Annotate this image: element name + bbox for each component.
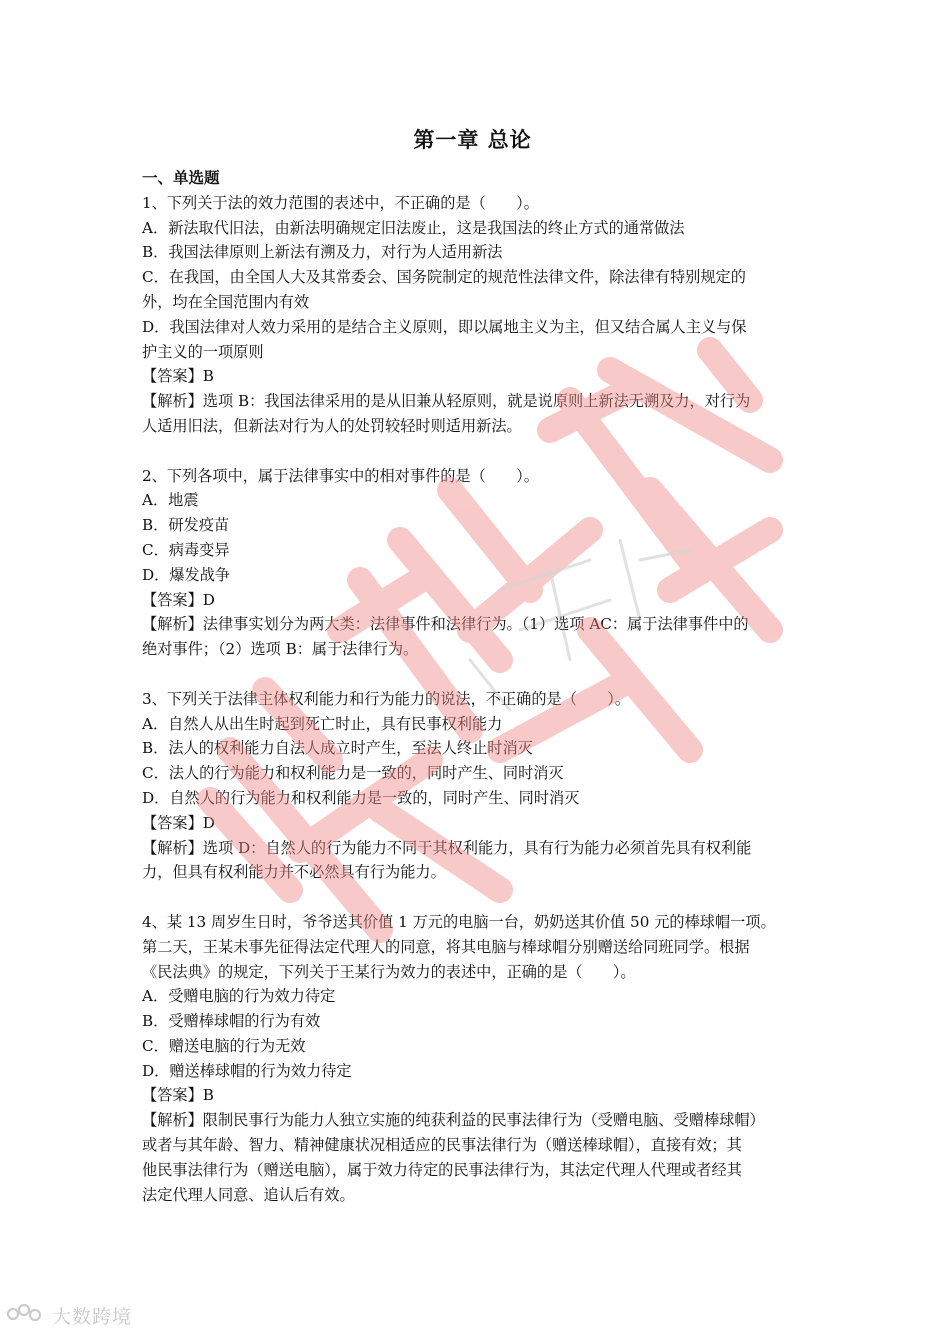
analysis-line: 法定代理人同意、追认后有效。 — [142, 1185, 355, 1204]
analysis-line: 【解析】法律事实划分为两大类：法律事件和法律行为。（1）选项 AC：属于法律事件中的 — [142, 615, 749, 634]
question-stem: 2、下列各项中，属于法律事实中的相对事件的是（ ）。 — [142, 466, 539, 485]
question-block — [142, 687, 804, 885]
analysis-line: 【解析】选项 B：我国法律采用的是从旧兼从轻原则，就是说原则上新法无溯及力，对行为 — [142, 392, 751, 411]
option-line: B．我国法律原则上新法有溯及力，对行为人适用新法 — [142, 243, 503, 262]
answer-line: 【答案】D — [142, 813, 215, 832]
option-line: C．在我国，由全国人大及其常委会、国务院制定的规范性法律文件，除法律有特别规定的 — [142, 268, 746, 287]
question-stem: 3、下列关于法律主体权利能力和行为能力的说法，不正确的是（ ）。 — [142, 689, 631, 708]
option-line: A．新法取代旧法，由新法明确规定旧法废止，这是我国法的终止方式的通常做法 — [142, 218, 685, 237]
option-line: A．自然人从出生时起到死亡时止，具有民事权利能力 — [142, 714, 503, 733]
question-spacer — [142, 439, 804, 464]
option-line: B．研发疫苗 — [142, 516, 230, 535]
question-spacer — [142, 662, 804, 687]
analysis-line: 绝对事件；（2）选项 B：属于法律行为。 — [142, 640, 419, 659]
footer-logo — [6, 1302, 136, 1332]
question-stem: 1、下列关于法的效力范围的表述中，不正确的是（ ）。 — [142, 193, 539, 212]
option-line: A．地震 — [142, 491, 199, 510]
logo-mark-icon — [6, 1302, 42, 1329]
analysis-line: 【解析】选项 D：自然人的行为能力不同于其权利能力，具有行为能力必须首先具有权利能 — [142, 838, 752, 857]
question-list — [142, 191, 804, 1208]
chapter-title: 第一章 总论 — [413, 127, 532, 152]
option-line: C．病毒变异 — [142, 540, 230, 559]
option-line: C．法人的行为能力和权利能力是一致的，同时产生、同时消灭 — [142, 764, 564, 783]
analysis-line: 人适用旧法，但新法对行为人的处罚较轻时则适用新法。 — [142, 416, 522, 435]
analysis-line: 或者与其年龄、智力、精神健康状况相适应的民事法律行为（赠送棒球帽），直接有效；其 — [142, 1136, 742, 1155]
option-line: B．法人的权利能力自法人成立时产生，至法人终止时消灭 — [142, 739, 533, 758]
option-line: C．赠送电脑的行为无效 — [142, 1036, 306, 1055]
question-block — [142, 191, 804, 439]
question-stem: 4、某 13 周岁生日时，爷爷送其价值 1 万元的电脑一台，奶奶送其价值 50 元的棒球帽一项。 — [142, 912, 776, 931]
question-block — [142, 910, 804, 1208]
option-line: B．受赠棒球帽的行为有效 — [142, 1012, 321, 1031]
question-block — [142, 464, 804, 662]
option-line: D．赠送棒球帽的行为效力待定 — [142, 1061, 352, 1080]
option-line: D．爆发战争 — [142, 565, 231, 584]
option-line: A．受赠电脑的行为效力待定 — [142, 987, 336, 1006]
answer-line: 【答案】B — [142, 367, 214, 386]
option-line: 外，均在全国范围内有效 — [142, 292, 310, 311]
logo-name: 大数跨境 — [52, 1306, 133, 1328]
answer-line: 【答案】D — [142, 590, 215, 609]
question-spacer — [142, 885, 804, 910]
answer-line: 【答案】B — [142, 1086, 214, 1105]
question-stem: 第二天，王某未事先征得法定代理人的同意，将其电脑与棒球帽分别赠送给同班同学。根据 — [142, 937, 750, 956]
option-line: D．我国法律对人效力采用的是结合主义原则，即以属地主义为主，但又结合属人主义与保 — [142, 317, 747, 336]
analysis-line: 他民事法律行为（赠送电脑），属于效力待定的民事法律行为，其法定代理人代理或者经其 — [142, 1160, 742, 1179]
analysis-line: 力，但具有权利能力并不必然具有行为能力。 — [142, 863, 446, 882]
analysis-line: 【解析】限制民事行为能力人独立实施的纯获利益的民事法律行为（受赠电脑、受赠棒球帽） — [142, 1111, 765, 1130]
section-heading: 一、单选题 — [142, 168, 220, 187]
document-content — [142, 166, 804, 1207]
option-line: 护主义的一项原则 — [142, 342, 264, 361]
question-stem: 《民法典》的规定，下列关于王某行为效力的表述中，正确的是（ ）。 — [142, 962, 636, 981]
option-line: D．自然人的行为能力和权利能力是一致的，同时产生、同时消灭 — [142, 788, 580, 807]
